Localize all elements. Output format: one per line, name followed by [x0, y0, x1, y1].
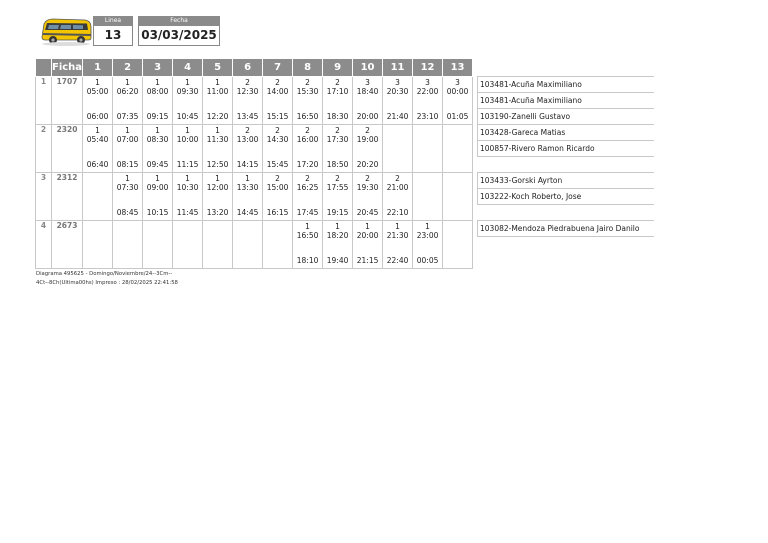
column-header-ficha: Ficha [52, 59, 83, 77]
arrival-time: 15:45 [266, 160, 289, 169]
trip-number: 2 [395, 174, 400, 183]
trip-cell [293, 221, 323, 269]
fecha-value: 03/03/2025 [138, 26, 220, 46]
departure-time: 20:30 [386, 87, 409, 96]
arrival-time: 00:05 [416, 256, 439, 265]
driver-list [477, 124, 654, 157]
trip-number: 1 [185, 174, 190, 183]
departure-time: 07:00 [116, 135, 139, 144]
departure-time: 14:00 [266, 87, 289, 96]
ficha-cell: 1707 [52, 77, 83, 125]
column-header-12: 12 [413, 59, 443, 77]
row-number: 1 [36, 77, 52, 125]
arrival-time: 06:40 [86, 160, 109, 169]
column-header-13: 13 [443, 59, 473, 77]
trip-number: 2 [365, 126, 370, 135]
trip-number: 1 [425, 222, 430, 231]
trip-cell [203, 221, 233, 269]
ficha-cell: 2673 [52, 221, 83, 269]
trip-cell [143, 125, 173, 173]
row-number: 2 [36, 125, 52, 173]
row-number: 3 [36, 173, 52, 221]
linea-value: 13 [93, 26, 133, 46]
departure-time: 22:00 [416, 87, 439, 96]
trip-number: 2 [305, 78, 310, 87]
arrival-time: 23:10 [416, 112, 439, 121]
departure-time: 17:30 [326, 135, 349, 144]
footer-line-2: 4Ct--8Ch(Ultima00hs) Impreso : 28/02/2025 22:41:58 [36, 280, 178, 286]
trip-number: 2 [365, 174, 370, 183]
trip-cell [383, 125, 413, 173]
trip-cell [173, 173, 203, 221]
trip-cell [293, 77, 323, 125]
trip-cell [443, 125, 473, 173]
trip-number: 1 [155, 78, 160, 87]
ficha-cell: 2320 [52, 125, 83, 173]
departure-time: 19:30 [356, 183, 379, 192]
column-header-7: 7 [263, 59, 293, 77]
trip-number: 1 [95, 126, 100, 135]
column-header-3: 3 [143, 59, 173, 77]
departure-time: 16:25 [296, 183, 319, 192]
departure-time: 16:00 [296, 135, 319, 144]
arrival-time: 21:40 [386, 112, 409, 121]
corner-cell [36, 59, 52, 77]
trip-cell [143, 77, 173, 125]
departure-time: 10:00 [176, 135, 199, 144]
arrival-time: 13:20 [206, 208, 229, 217]
arrival-time: 09:15 [146, 112, 169, 121]
trip-number: 1 [365, 222, 370, 231]
trip-cell [173, 125, 203, 173]
arrival-time: 11:15 [176, 160, 199, 169]
fecha-label: Fecha [138, 16, 220, 26]
departure-time: 11:30 [206, 135, 229, 144]
arrival-time: 10:45 [176, 112, 199, 121]
table-row [36, 125, 473, 173]
trip-cell [413, 125, 443, 173]
trip-number: 2 [275, 126, 280, 135]
departure-time: 11:00 [206, 87, 229, 96]
trip-number: 1 [125, 78, 130, 87]
bus-icon [39, 15, 93, 47]
departure-time: 15:00 [266, 183, 289, 192]
trip-cell [83, 125, 113, 173]
column-header-8: 8 [293, 59, 323, 77]
arrival-time: 15:15 [266, 112, 289, 121]
trip-cell [353, 125, 383, 173]
trip-number: 2 [305, 174, 310, 183]
trip-number: 2 [275, 174, 280, 183]
departure-time: 23:00 [416, 231, 439, 240]
driver-name: 103481-Acuña Maximiliano [477, 93, 654, 109]
column-header-2: 2 [113, 59, 143, 77]
driver-name: 103428-Gareca Matias [477, 124, 654, 141]
arrival-time: 17:45 [296, 208, 319, 217]
driver-name: 103481-Acuña Maximiliano [477, 76, 654, 93]
arrival-time: 21:15 [356, 256, 379, 265]
arrival-time: 22:40 [386, 256, 409, 265]
linea-box [93, 16, 133, 46]
trip-cell [263, 221, 293, 269]
trip-cell [113, 173, 143, 221]
departure-time: 21:30 [386, 231, 409, 240]
trip-number: 2 [335, 126, 340, 135]
trip-cell [203, 173, 233, 221]
arrival-time: 12:20 [206, 112, 229, 121]
departure-time: 09:00 [146, 183, 169, 192]
trip-cell [383, 173, 413, 221]
trip-number: 2 [335, 174, 340, 183]
trip-number: 1 [215, 78, 220, 87]
trip-cell [323, 125, 353, 173]
departure-time: 19:00 [356, 135, 379, 144]
arrival-time: 10:15 [146, 208, 169, 217]
trip-number: 1 [95, 78, 100, 87]
trip-number: 3 [455, 78, 460, 87]
trip-cell [233, 173, 263, 221]
arrival-time: 16:15 [266, 208, 289, 217]
trip-cell [413, 77, 443, 125]
trip-number: 2 [305, 126, 310, 135]
trip-number: 1 [155, 126, 160, 135]
trip-number: 1 [245, 174, 250, 183]
departure-time: 08:30 [146, 135, 169, 144]
footer-line-1: Diagrama 495625 - Domingo/Noviembre/24--3Cm-- [36, 271, 173, 277]
trip-cell [443, 221, 473, 269]
departure-time: 00:00 [446, 87, 469, 96]
table-row [36, 173, 473, 221]
trip-number: 3 [365, 78, 370, 87]
driver-list [477, 220, 654, 237]
arrival-time: 08:45 [116, 208, 139, 217]
departure-time: 12:00 [206, 183, 229, 192]
trip-cell [413, 173, 443, 221]
trip-cell [323, 173, 353, 221]
departure-time: 06:20 [116, 87, 139, 96]
arrival-time: 01:05 [446, 112, 469, 121]
driver-list [477, 76, 654, 125]
trip-cell [113, 221, 143, 269]
driver-list [477, 172, 654, 205]
departure-time: 08:00 [146, 87, 169, 96]
trip-number: 1 [215, 174, 220, 183]
trip-number: 1 [215, 126, 220, 135]
trip-number: 2 [245, 78, 250, 87]
trip-cell [353, 77, 383, 125]
trip-cell [353, 221, 383, 269]
trip-cell [83, 77, 113, 125]
departure-time: 14:30 [266, 135, 289, 144]
trip-cell [323, 221, 353, 269]
departure-time: 20:00 [356, 231, 379, 240]
arrival-time: 16:50 [296, 112, 319, 121]
trip-number: 2 [335, 78, 340, 87]
column-header-5: 5 [203, 59, 233, 77]
departure-time: 05:40 [86, 135, 109, 144]
linea-label: Linea [93, 16, 133, 26]
trip-number: 3 [395, 78, 400, 87]
driver-name: 103190-Zanelli Gustavo [477, 109, 654, 125]
departure-time: 16:50 [296, 231, 319, 240]
arrival-time: 18:50 [326, 160, 349, 169]
trip-cell [383, 221, 413, 269]
table-header-row [36, 59, 473, 77]
trip-cell [353, 173, 383, 221]
row-number: 4 [36, 221, 52, 269]
trip-number: 2 [275, 78, 280, 87]
arrival-time: 11:45 [176, 208, 199, 217]
trip-cell [143, 173, 173, 221]
trip-cell [113, 125, 143, 173]
trip-cell [143, 221, 173, 269]
departure-time: 12:30 [236, 87, 259, 96]
schedule-table [35, 58, 473, 269]
trip-number: 3 [425, 78, 430, 87]
trip-cell [83, 173, 113, 221]
trip-number: 1 [185, 126, 190, 135]
trip-cell [443, 173, 473, 221]
departure-time: 15:30 [296, 87, 319, 96]
trip-cell [263, 77, 293, 125]
driver-name: 103082-Mendoza Piedrabuena Jairo Danilo [477, 220, 654, 237]
arrival-time: 19:40 [326, 256, 349, 265]
arrival-time: 20:45 [356, 208, 379, 217]
arrival-time: 14:45 [236, 208, 259, 217]
departure-time: 21:00 [386, 183, 409, 192]
column-header-9: 9 [323, 59, 353, 77]
trip-cell [233, 125, 263, 173]
trip-cell [323, 77, 353, 125]
trip-number: 1 [305, 222, 310, 231]
trip-cell [383, 77, 413, 125]
trip-cell [173, 77, 203, 125]
departure-time: 13:30 [236, 183, 259, 192]
departure-time: 13:00 [236, 135, 259, 144]
arrival-time: 20:20 [356, 160, 379, 169]
trip-cell [203, 125, 233, 173]
arrival-time: 22:10 [386, 208, 409, 217]
arrival-time: 13:45 [236, 112, 259, 121]
trip-cell [443, 77, 473, 125]
trip-number: 2 [245, 126, 250, 135]
trip-number: 1 [155, 174, 160, 183]
trip-cell [173, 221, 203, 269]
arrival-time: 18:30 [326, 112, 349, 121]
departure-time: 17:55 [326, 183, 349, 192]
trip-cell [293, 125, 323, 173]
trip-cell [113, 77, 143, 125]
arrival-time: 18:10 [296, 256, 319, 265]
arrival-time: 17:20 [296, 160, 319, 169]
departure-time: 18:40 [356, 87, 379, 96]
trip-cell [83, 221, 113, 269]
trip-cell [233, 77, 263, 125]
driver-name: 103222-Koch Roberto, Jose [477, 189, 654, 205]
arrival-time: 09:45 [146, 160, 169, 169]
trip-number: 1 [335, 222, 340, 231]
arrival-time: 20:00 [356, 112, 379, 121]
trip-number: 1 [125, 126, 130, 135]
departure-time: 05:00 [86, 87, 109, 96]
ficha-cell: 2312 [52, 173, 83, 221]
column-header-1: 1 [83, 59, 113, 77]
trip-number: 1 [395, 222, 400, 231]
departure-time: 10:30 [176, 183, 199, 192]
table-row [36, 77, 473, 125]
departure-time: 17:10 [326, 87, 349, 96]
arrival-time: 14:15 [236, 160, 259, 169]
trip-number: 1 [125, 174, 130, 183]
departure-time: 18:20 [326, 231, 349, 240]
fecha-box [138, 16, 220, 46]
trip-cell [233, 221, 263, 269]
column-header-11: 11 [383, 59, 413, 77]
arrival-time: 19:15 [326, 208, 349, 217]
driver-name: 103433-Gorski Ayrton [477, 172, 654, 189]
trip-cell [203, 77, 233, 125]
arrival-time: 08:15 [116, 160, 139, 169]
trip-cell [263, 173, 293, 221]
column-header-4: 4 [173, 59, 203, 77]
table-row [36, 221, 473, 269]
trip-cell [293, 173, 323, 221]
trip-cell [263, 125, 293, 173]
driver-name: 100857-Rivero Ramon Ricardo [477, 141, 654, 157]
trip-cell [413, 221, 443, 269]
trip-number: 1 [185, 78, 190, 87]
arrival-time: 06:00 [86, 112, 109, 121]
departure-time: 07:30 [116, 183, 139, 192]
column-header-10: 10 [353, 59, 383, 77]
arrival-time: 07:35 [116, 112, 139, 121]
column-header-6: 6 [233, 59, 263, 77]
departure-time: 09:30 [176, 87, 199, 96]
arrival-time: 12:50 [206, 160, 229, 169]
